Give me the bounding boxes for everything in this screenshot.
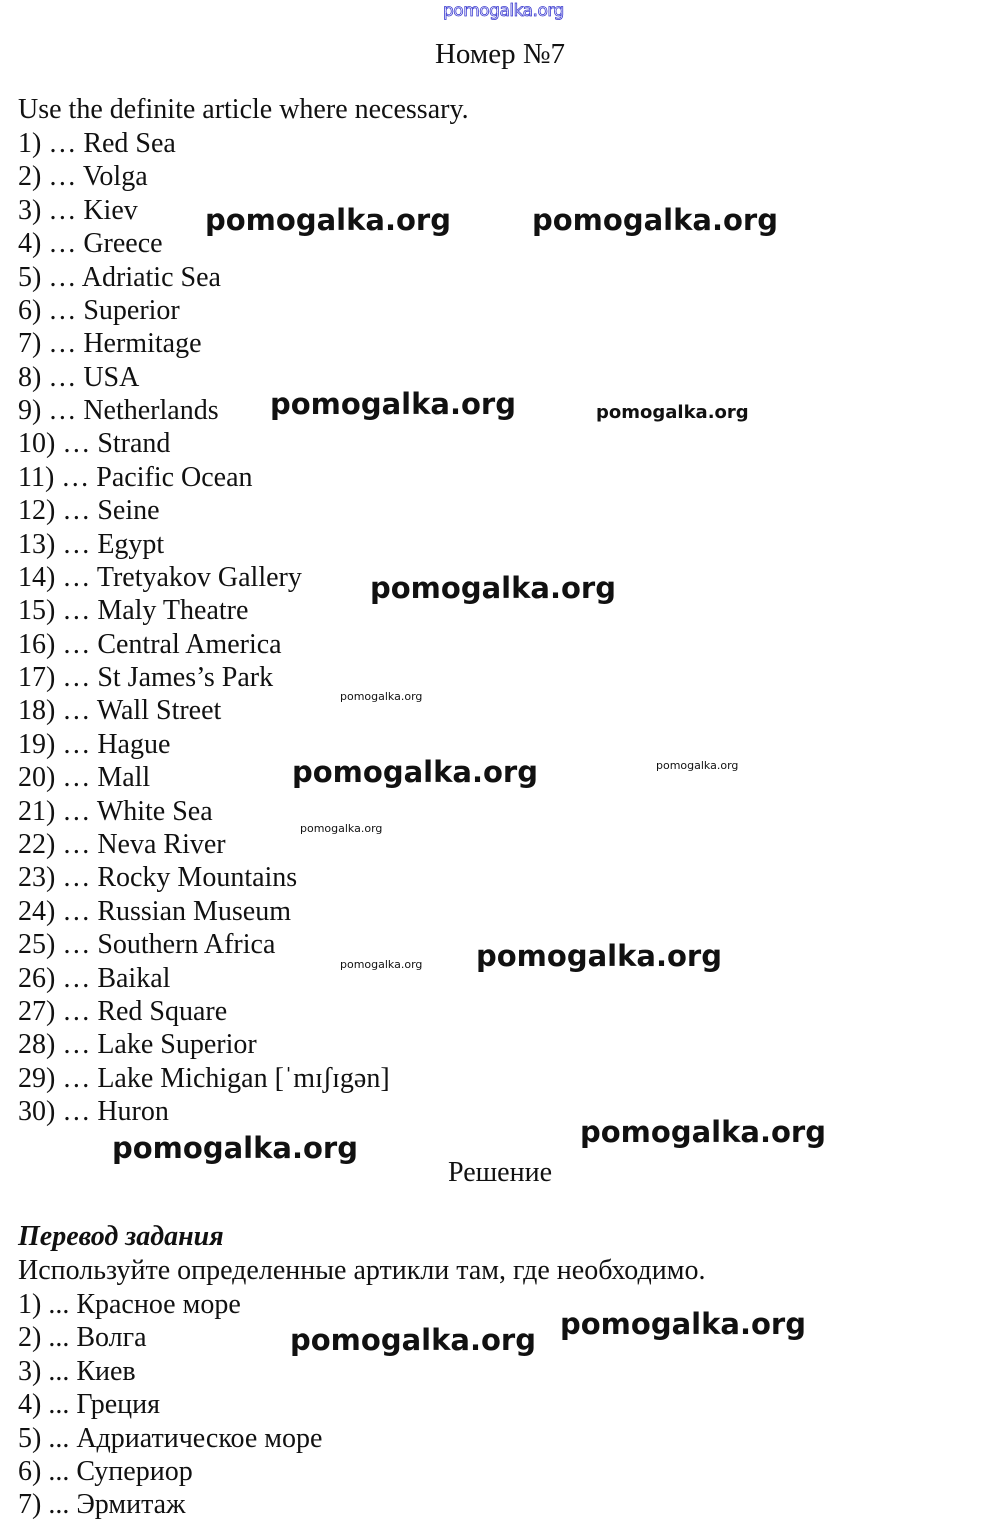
list-item: 7) ... Эрмитаж bbox=[18, 1489, 186, 1521]
watermark: pomogalka.org bbox=[112, 1131, 358, 1165]
watermark: pomogalka.org bbox=[270, 387, 516, 421]
watermark: pomogalka.org bbox=[580, 1115, 826, 1149]
list-item: 26) … Baikal bbox=[18, 962, 171, 994]
list-item: 27) … Red Square bbox=[18, 995, 228, 1027]
watermark: pomogalka.org bbox=[300, 822, 383, 835]
watermark: pomogalka.org bbox=[532, 203, 778, 237]
list-item: 20) … Mall bbox=[18, 762, 151, 794]
watermark: pomogalka.org bbox=[340, 958, 423, 971]
list-item: 21) … White Sea bbox=[18, 795, 213, 827]
list-item: 28) … Lake Superior bbox=[18, 1029, 257, 1061]
watermark: pomogalka.org bbox=[370, 571, 616, 605]
site-link[interactable]: pomogalka.org bbox=[443, 1, 564, 21]
page-title: Номер №7 bbox=[434, 38, 566, 70]
list-item: 15) … Maly Theatre bbox=[18, 595, 249, 627]
list-item: 16) … Central America bbox=[18, 628, 282, 660]
list-item: 6) … Superior bbox=[18, 294, 180, 326]
translation-heading: Перевод задания bbox=[18, 1221, 224, 1252]
list-item: 30) … Huron bbox=[18, 1096, 169, 1128]
list-item: 12) … Seine bbox=[18, 495, 160, 527]
list-item: 25) … Southern Africa bbox=[18, 929, 276, 961]
watermark: pomogalka.org bbox=[596, 402, 749, 423]
list-item: 3) … Kiev bbox=[18, 194, 138, 226]
list-item: 4) ... Греция bbox=[18, 1389, 161, 1421]
list-item: 1) ... Красное море bbox=[18, 1289, 241, 1320]
watermark: pomogalka.org bbox=[290, 1323, 536, 1357]
list-item: 29) … Lake Michigan [ˈmɪʃɪgən] bbox=[18, 1062, 390, 1094]
watermark: pomogalka.org bbox=[560, 1307, 806, 1341]
list-item: 4) … Greece bbox=[18, 228, 163, 260]
watermark: pomogalka.org bbox=[340, 690, 423, 703]
list-item: 7) … Hermitage bbox=[18, 328, 202, 360]
list-item: 2) ... Волга bbox=[18, 1322, 147, 1354]
list-item: 8) … USA bbox=[18, 361, 140, 393]
list-item: 13) … Egypt bbox=[18, 528, 165, 560]
list-item: 6) ... Супериор bbox=[18, 1455, 193, 1487]
list-item: 1) … Red Sea bbox=[18, 128, 176, 159]
list-item: 5) ... Адриатическое море bbox=[18, 1422, 323, 1454]
list-item: 9) … Netherlands bbox=[18, 395, 219, 427]
list-item: 2) … Volga bbox=[18, 161, 148, 193]
list-item: 19) … Hague bbox=[18, 728, 171, 760]
list-item: 22) … Neva River bbox=[18, 828, 226, 860]
list-item: 5) … Adriatic Sea bbox=[18, 261, 221, 293]
list-item: 3) ... Киев bbox=[18, 1355, 136, 1387]
list-item: 23) … Rocky Mountains bbox=[18, 862, 298, 894]
watermark: pomogalka.org bbox=[205, 203, 451, 237]
solution-title: Решение bbox=[447, 1157, 552, 1188]
list-item: 14) … Tretyakov Gallery bbox=[18, 561, 302, 593]
watermark: pomogalka.org bbox=[476, 939, 722, 973]
translation-instruction: Используйте определенные артикли там, где необходимо. bbox=[18, 1255, 706, 1286]
list-item: 10) … Strand bbox=[18, 428, 171, 460]
list-item: 17) … St James’s Park bbox=[18, 662, 274, 694]
watermark: pomogalka.org bbox=[292, 755, 538, 789]
watermark: pomogalka.org bbox=[656, 759, 739, 772]
list-item: 18) … Wall Street bbox=[18, 695, 222, 727]
list-item: 24) … Russian Museum bbox=[18, 895, 291, 927]
task-instruction: Use the definite article where necessary. bbox=[18, 94, 469, 125]
list-item: 11) … Pacific Ocean bbox=[18, 461, 253, 493]
